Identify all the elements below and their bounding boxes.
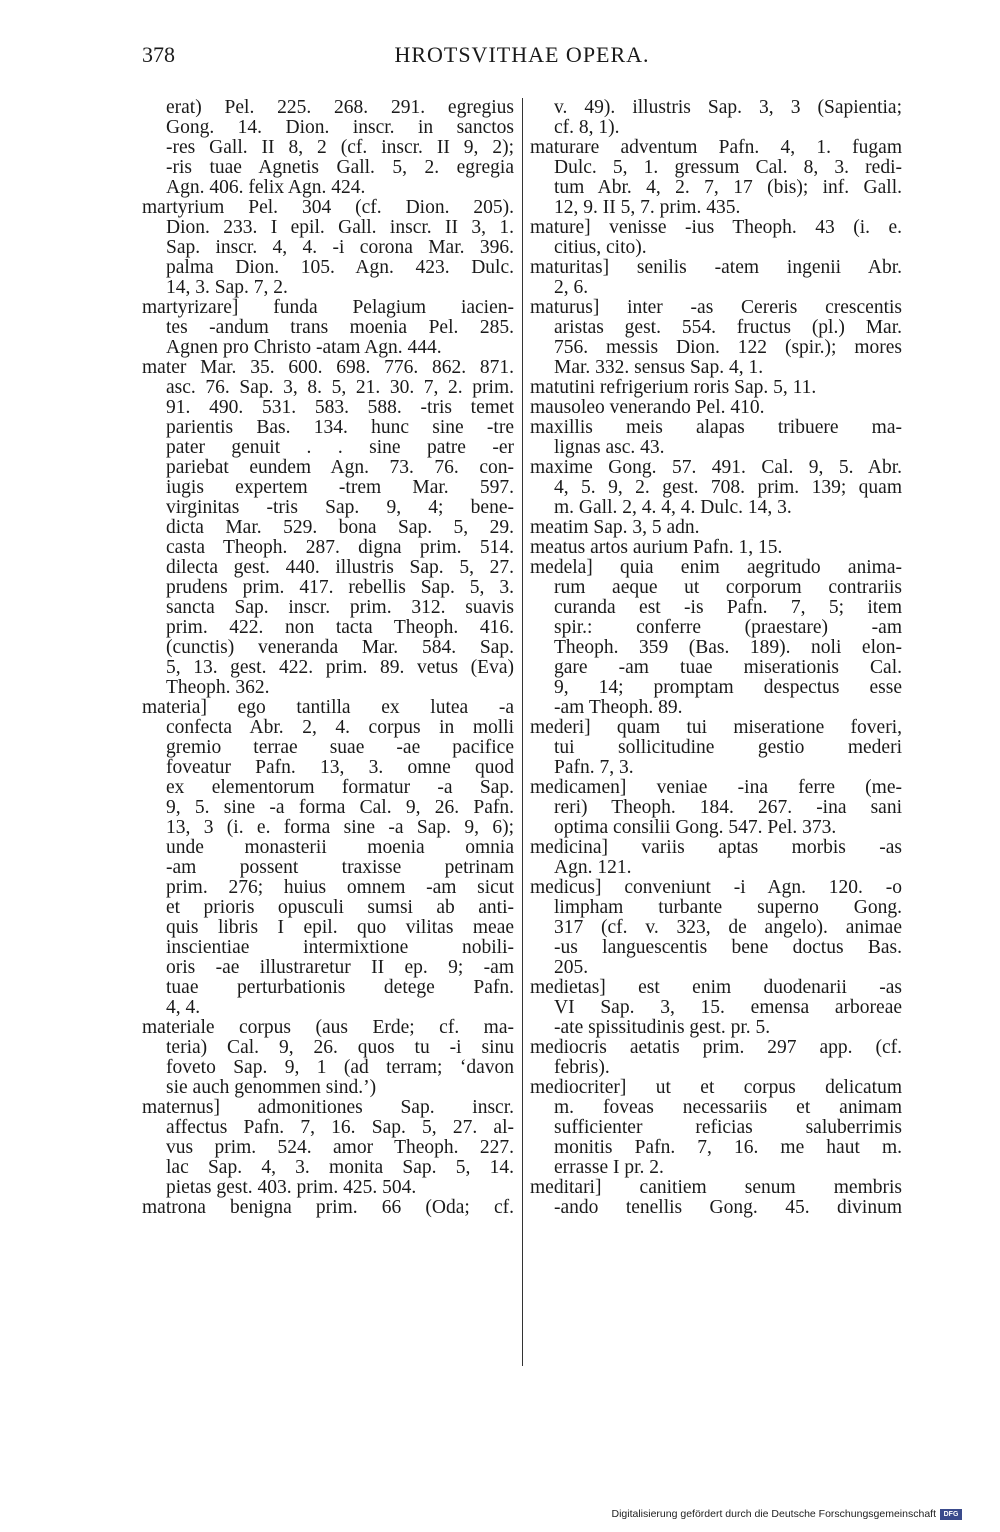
index-line: sie auch genommen sind.’): [166, 1078, 377, 1098]
index-line: -am possent traxisse petrinam: [166, 858, 514, 878]
index-line: maturare adventum Pafn. 4, 1. fugam: [530, 138, 902, 158]
index-line: oris -ae illustraretur II ep. 9; -am: [166, 958, 514, 978]
index-line: 14, 3. Sap. 7, 2.: [166, 278, 288, 298]
index-line: 12, 9. II 5, 7. prim. 435.: [554, 198, 741, 218]
index-line: limpham turbante superno Gong.: [554, 898, 902, 918]
index-line: -am Theoph. 89.: [554, 698, 683, 718]
column-divider: [522, 98, 523, 1366]
index-line: -ate spissitudinis gest. pr. 5.: [554, 1018, 771, 1038]
index-line: 4, 4.: [166, 998, 201, 1018]
index-line: febris).: [554, 1058, 610, 1078]
index-line: materia] ego tantilla ex lutea -a: [142, 698, 514, 718]
index-line: iugis expertem -trem Mar. 597.: [166, 478, 514, 498]
dfg-logo: DFG: [940, 1509, 962, 1520]
index-line: mausoleo venerando Pel. 410.: [530, 398, 765, 418]
index-line: curanda est -is Pafn. 7, 5; item: [554, 598, 902, 618]
index-line: mediocris aetatis prim. 297 app. (cf.: [530, 1038, 902, 1058]
index-line: v. 49). illustris Sap. 3, 3 (Sapientia;: [554, 98, 902, 118]
index-line: meatim Sap. 3, 5 adn.: [530, 518, 700, 538]
index-line: medietas] est enim duodenarii -as: [530, 978, 902, 998]
index-line: citius, cito).: [554, 238, 647, 258]
index-line: pietas gest. 403. prim. 425. 504.: [166, 1178, 417, 1198]
index-line: Mar. 332. sensus Sap. 4, 1.: [554, 358, 764, 378]
index-line: vus prim. 524. amor Theoph. 227.: [166, 1138, 514, 1158]
index-line: sufficienter reficias saluberrimis: [554, 1118, 902, 1138]
index-line: ex elementorum formatur -a Sap.: [166, 778, 514, 798]
index-line: martyrium Pel. 304 (cf. Dion. 205).: [142, 198, 514, 218]
credit-text: Digitalisierung gefördert durch die Deutsche Forschungsgemeinschaft: [611, 1508, 936, 1520]
index-line: asc. 76. Sap. 3, 8. 5, 21. 30. 7, 2. prim.: [166, 378, 514, 398]
index-line: VI Sap. 3, 15. emensa arboreae: [554, 998, 902, 1018]
index-line: parientis Bas. 134. hunc sine -tre: [166, 418, 514, 438]
index-line: 317 (cf. v. 323, de angelo). animae: [554, 918, 902, 938]
index-line: pariebat eundem Agn. 73. 76. con-: [166, 458, 514, 478]
index-line: 2, 6.: [554, 278, 589, 298]
index-line: erat) Pel. 225. 268. 291. egregius: [166, 98, 514, 118]
index-line: mater Mar. 35. 600. 698. 776. 862. 871.: [142, 358, 514, 378]
index-line: optima consilii Gong. 547. Pel. 373.: [554, 818, 837, 838]
index-line: mature] venisse -ius Theoph. 43 (i. e.: [530, 218, 902, 238]
index-line: pater genuit . . sine patre -er: [166, 438, 514, 458]
index-line: quis libris I epil. quo vilitas meae: [166, 918, 514, 938]
index-line: affectus Pafn. 7, 16. Sap. 5, 27. al-: [166, 1118, 514, 1138]
index-line: medicamen] veniae -ina ferre (me-: [530, 778, 902, 798]
running-title: HROTSVITHAE OPERA.: [394, 42, 650, 67]
index-line: errasse I pr. 2.: [554, 1158, 664, 1178]
index-line: tes -andum trans moenia Pel. 285.: [166, 318, 514, 338]
index-line: -ris tuae Agnetis Gall. 5, 2. egregia: [166, 158, 514, 178]
index-line: Gong. 14. Dion. inscr. in sanctos: [166, 118, 514, 138]
index-line: 13, 3 (i. e. forma sine -a Sap. 9, 6);: [166, 818, 514, 838]
index-line: tum Abr. 4, 2. 7, 17 (bis); inf. Gall.: [554, 178, 902, 198]
index-line: confecta Abr. 2, 4. corpus in molli: [166, 718, 514, 738]
index-line: mederi] quam tui miseratione foveri,: [530, 718, 902, 738]
index-line: -us languescentis bene doctus Bas.: [554, 938, 902, 958]
index-line: tui sollicitudine gestio mederi: [554, 738, 902, 758]
index-line: maxillis meis alapas tribuere ma-: [530, 418, 902, 438]
index-line: virginitas -tris Sap. 9, 4; bene-: [166, 498, 514, 518]
index-line: maturitas] senilis -atem ingenii Abr.: [530, 258, 902, 278]
index-line: 5, 13. gest. 422. prim. 89. vetus (Eva): [166, 658, 514, 678]
index-line: unde monasterii moenia omnia: [166, 838, 514, 858]
index-line: medicus] conveniunt -i Agn. 120. -o: [530, 878, 902, 898]
index-line: 9, 5. sine -a forma Cal. 9, 26. Pafn.: [166, 798, 514, 818]
index-line: Dion. 233. I epil. Gall. inscr. II 3, 1.: [166, 218, 514, 238]
index-line: -res Gall. II 8, 2 (cf. inscr. II 9, 2);: [166, 138, 514, 158]
index-line: meditari] canitiem senum membris: [530, 1178, 902, 1198]
index-line: medela] quia enim aegritudo anima-: [530, 558, 902, 578]
index-line: tuae perturbationis detege Pafn.: [166, 978, 514, 998]
index-line: 9, 14; promptam despectus esse: [554, 678, 902, 698]
index-line: Agn. 121.: [554, 858, 632, 878]
index-line: inscientiae intermixtione nobili-: [166, 938, 514, 958]
index-line: matrona benigna prim. 66 (Oda; cf.: [142, 1198, 514, 1218]
index-line: m. foveas necessariis et animam: [554, 1098, 902, 1118]
index-column-right: [530, 98, 902, 1218]
page-header: [142, 42, 902, 76]
index-line: Agnen pro Christo -atam Agn. 444.: [166, 338, 442, 358]
index-line: spir.: conferre (praestare) -am: [554, 618, 902, 638]
index-line: 4, 5. 9, 2. gest. 708. prim. 139; quam: [554, 478, 902, 498]
index-line: casta Theoph. 287. digna prim. 514.: [166, 538, 514, 558]
index-line: reri) Theoph. 184. 267. -ina sani: [554, 798, 902, 818]
index-line: Dulc. 5, 1. gressum Cal. 8, 3. redi-: [554, 158, 902, 178]
index-line: (cunctis) veneranda Mar. 584. Sap.: [166, 638, 514, 658]
index-line: prim. 276; huius omnem -am sicut: [166, 878, 514, 898]
index-line: maternus] admonitiones Sap. inscr.: [142, 1098, 514, 1118]
index-line: prudens prim. 417. rebellis Sap. 5, 3.: [166, 578, 514, 598]
index-column-left: [142, 98, 514, 1218]
index-line: Theoph. 362.: [166, 678, 270, 698]
index-line: medicina] variis aptas morbis -as: [530, 838, 902, 858]
index-line: prim. 422. non tacta Theoph. 416.: [166, 618, 514, 638]
index-line: cf. 8, 1).: [554, 118, 620, 138]
index-line: Sap. inscr. 4, 4. -i corona Mar. 396.: [166, 238, 514, 258]
index-line: mediocriter] ut et corpus delicatum: [530, 1078, 902, 1098]
index-line: meatus artos aurium Pafn. 1, 15.: [530, 538, 783, 558]
index-line: lac Sap. 4, 3. monita Sap. 5, 14.: [166, 1158, 514, 1178]
index-line: palma Dion. 105. Agn. 423. Dulc.: [166, 258, 514, 278]
index-line: gremio terrae suae -ae pacifice: [166, 738, 514, 758]
index-line: 205.: [554, 958, 589, 978]
index-line: gare -am tuae miserationis Cal.: [554, 658, 902, 678]
index-line: sancta Sap. inscr. prim. 312. suavis: [166, 598, 514, 618]
index-line: dilecta gest. 440. illustris Sap. 5, 27.: [166, 558, 514, 578]
index-line: m. Gall. 2, 4. 4, 4. Dulc. 14, 3.: [554, 498, 792, 518]
index-line: maxime Gong. 57. 491. Cal. 9, 5. Abr.: [530, 458, 902, 478]
index-line: dicta Mar. 529. bona Sap. 5, 29.: [166, 518, 514, 538]
index-line: et prioris opusculi sumsi ab anti-: [166, 898, 514, 918]
index-line: materiale corpus (aus Erde; cf. ma-: [142, 1018, 514, 1038]
index-line: foveatur Pafn. 13, 3. omne quod: [166, 758, 514, 778]
index-line: teria) Cal. 9, 26. quos tu -i sinu: [166, 1038, 514, 1058]
index-line: -ando tenellis Gong. 45. divinum: [554, 1198, 902, 1218]
index-line: maturus] inter -as Cereris crescentis: [530, 298, 902, 318]
index-line: martyrizare] funda Pelagium iacien-: [142, 298, 514, 318]
index-line: Pafn. 7, 3.: [554, 758, 634, 778]
index-line: matutini refrigerium roris Sap. 5, 11.: [530, 378, 817, 398]
page-number: 378: [142, 42, 175, 67]
index-line: rum aeque ut corporum contrariis: [554, 578, 902, 598]
index-line: 756. messis Dion. 122 (spir.); mores: [554, 338, 902, 358]
index-line: aristas gest. 554. fructus (pl.) Mar.: [554, 318, 902, 338]
index-line: foveto Sap. 9, 1 (ad terram; ‘davon: [166, 1058, 514, 1078]
digitization-credit: [611, 1508, 962, 1520]
index-line: lignas asc. 43.: [554, 438, 665, 458]
index-line: 91. 490. 531. 583. 588. -tris temet: [166, 398, 514, 418]
index-line: monitis Pafn. 7, 16. me haut m.: [554, 1138, 902, 1158]
index-line: Theoph. 359 (Bas. 189). noli elon-: [554, 638, 902, 658]
index-line: Agn. 406. felix Agn. 424.: [166, 178, 366, 198]
